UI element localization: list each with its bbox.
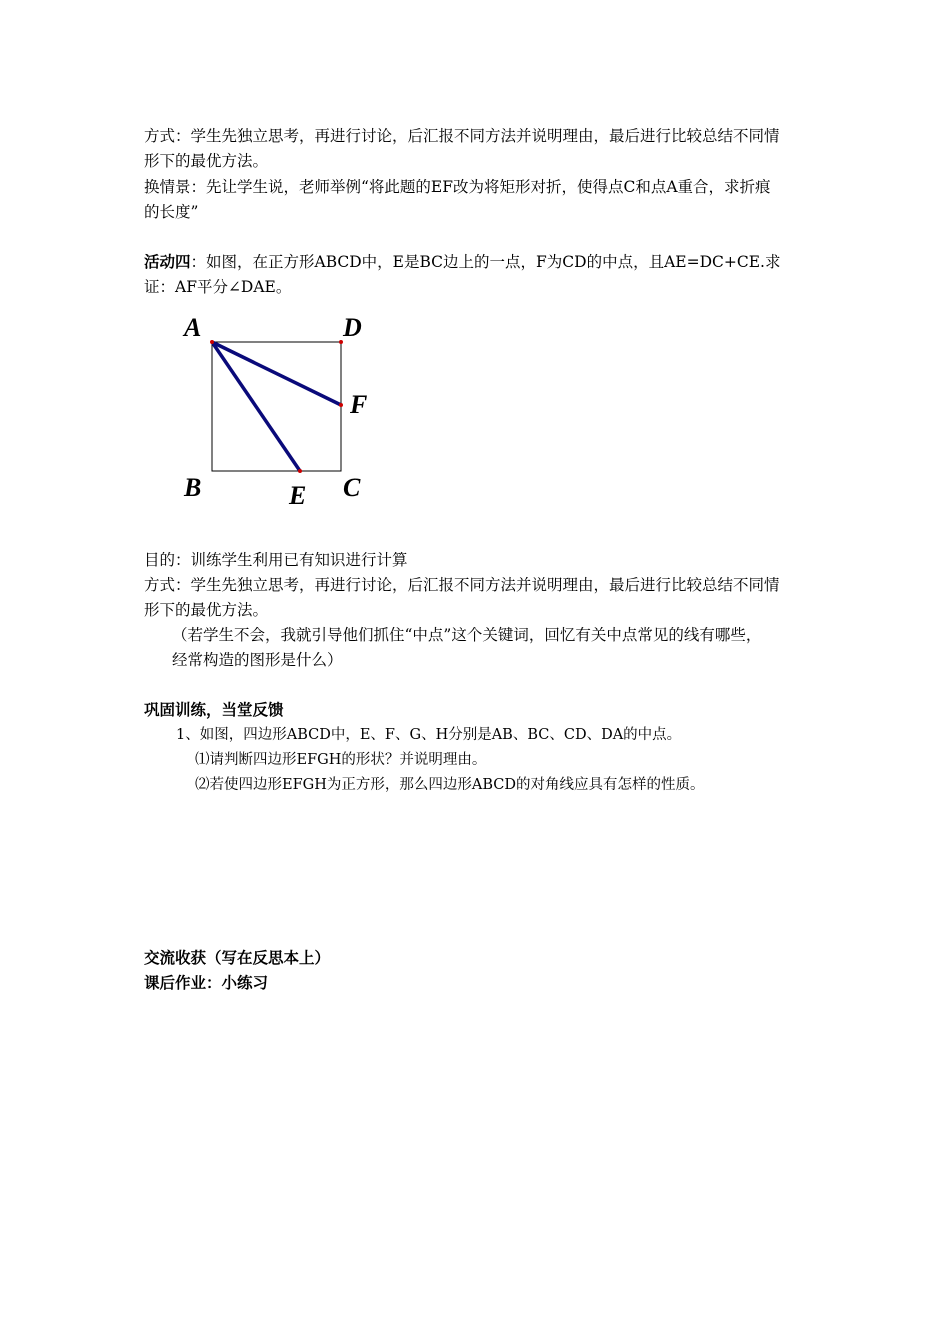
question-1a: ⑴请判断四边形EFGH的形状？并说明理由。	[195, 752, 487, 768]
homework-heading: 课后作业：小练习	[144, 973, 269, 992]
text-line: 形下的最优方法。	[144, 601, 269, 619]
label-e: E	[289, 481, 307, 510]
text-line: 的长度”	[144, 203, 199, 221]
label-c: C	[343, 473, 361, 502]
point-a	[210, 340, 214, 344]
question-1b: ⑵若使四边形EFGH为正方形，那么四边形ABCD的对角线应具有怎样的性质。	[195, 777, 705, 793]
square-outline	[212, 342, 341, 471]
label-a: A	[184, 313, 202, 342]
text-line: 换情景：先让学生说，老师举例“将此题的EF改为将矩形对折，使得点C和点A重合，求折痕	[144, 178, 771, 196]
activity-text: ：如图，在正方形ABCD中，E是BC边上的一点，F为CD的中点，且AE=DC+CE.求	[190, 253, 781, 271]
practice-heading: 巩固训练，当堂反馈	[144, 700, 284, 719]
point-f	[339, 403, 343, 407]
activity-label: 活动四	[144, 252, 191, 271]
segment-ae	[212, 342, 300, 471]
label-f: F	[350, 390, 368, 419]
reflection-heading: 交流收获（写在反思本上）	[144, 948, 331, 967]
point-e	[298, 469, 302, 473]
label-d: D	[343, 313, 362, 342]
label-b: B	[184, 473, 202, 502]
text-line: （若学生不会，我就引导他们抓住“中点”这个关键词，回忆有关中点常见的线有哪些，	[172, 626, 762, 644]
text-line: 经常构造的图形是什么）	[172, 651, 343, 669]
activity-line: 证：AF平分∠DAE。	[144, 278, 292, 296]
question-1: 1、如图，四边形ABCD中，E、F、G、H分别是AB、BC、CD、DA的中点。	[176, 727, 682, 743]
text-line: 方式：学生先独立思考，再进行讨论，后汇报不同方法并说明理由，最后进行比较总结不同情	[144, 576, 780, 594]
text-line: 方式：学生先独立思考，再进行讨论，后汇报不同方法并说明理由，最后进行比较总结不同情	[144, 127, 780, 145]
text-line: 目的：训练学生利用已有知识进行计算	[144, 551, 408, 569]
segment-af	[212, 342, 341, 405]
text-line: 形下的最优方法。	[144, 152, 269, 170]
